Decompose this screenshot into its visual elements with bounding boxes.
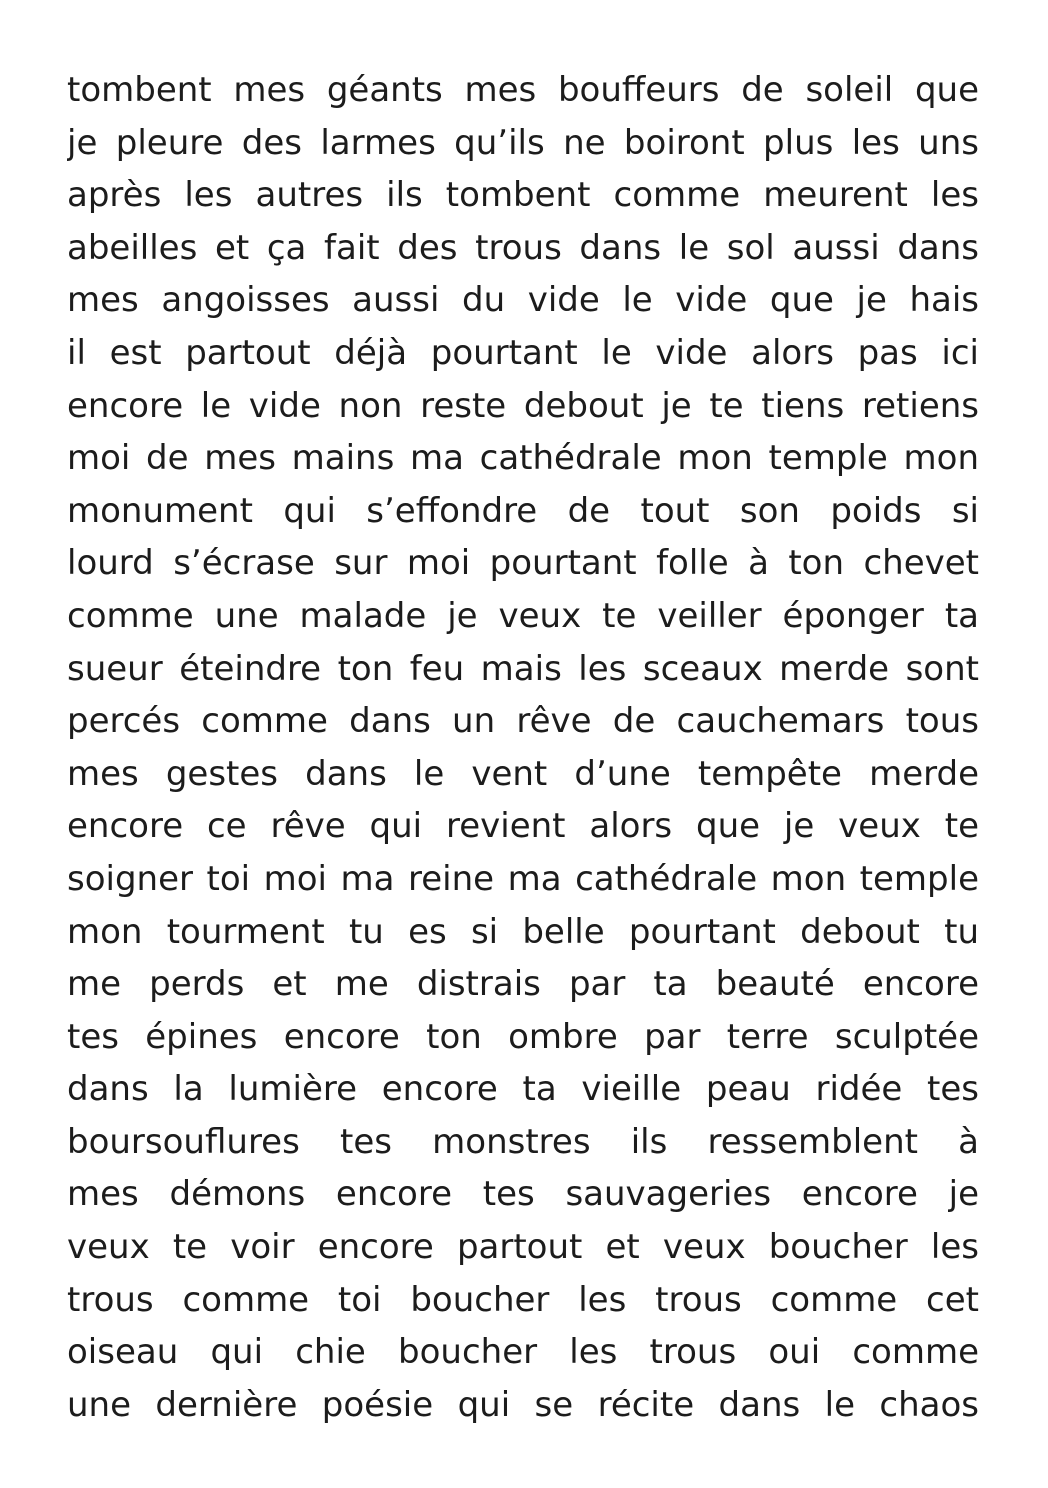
poem-line: encore le vide non reste debout je te tiens retiens [67,385,979,426]
poem-line: moi de mes mains ma cathédrale mon temple mon [67,438,979,479]
poem-line: comme une malade je veux te veiller éponger ta [67,595,979,636]
poem-line: oiseau qui chie boucher les trous oui comme [67,1332,979,1373]
poem-line: après les autres ils tombent comme meurent les [67,175,979,216]
poem-line: me perds et me distrais par ta beauté encore [67,964,979,1005]
poem-line: abeilles et ça fait des trous dans le sol aussi dans [67,227,979,268]
poem-line: percés comme dans un rêve de cauchemars tous [67,701,979,742]
poem-line: soigner toi moi ma reine ma cathédrale mon temple [67,858,979,899]
poem-line: sueur éteindre ton feu mais les sceaux merde sont [67,648,979,689]
poem-line: mes gestes dans le vent d’une tempête merde [67,753,979,794]
poem-line: veux te voir encore partout et veux boucher les [67,1227,979,1268]
poem-line: encore ce rêve qui revient alors que je veux te [67,806,979,847]
poem-line: lourd s’écrase sur moi pourtant folle à ton chevet [67,543,979,584]
poem-line: boursouflures tes monstres ils ressemblent à [67,1121,979,1162]
poem-line: une dernière poésie qui se récite dans le chaos [67,1384,979,1425]
poem-line: il est partout déjà pourtant le vide alors pas ici [67,332,979,373]
poem-line: tes épines encore ton ombre par terre sculptée [67,1016,979,1057]
poem-line: dans la lumière encore ta vieille peau ridée tes [67,1069,979,1110]
poem-line: mes démons encore tes sauvageries encore je [67,1174,979,1215]
poem-line: mes angoisses aussi du vide le vide que je hais [67,280,979,321]
poem-line: monument qui s’effondre de tout son poids si [67,490,979,531]
poem-text [67,64,979,1431]
poem-line: tombent mes géants mes bouffeurs de soleil que [67,70,979,110]
poem-line: je pleure des larmes qu’ils ne boiront plus les uns [67,122,979,163]
poem-line: mon tourment tu es si belle pourtant debout tu [67,911,979,952]
poem-line: trous comme toi boucher les trous comme cet [67,1279,979,1320]
